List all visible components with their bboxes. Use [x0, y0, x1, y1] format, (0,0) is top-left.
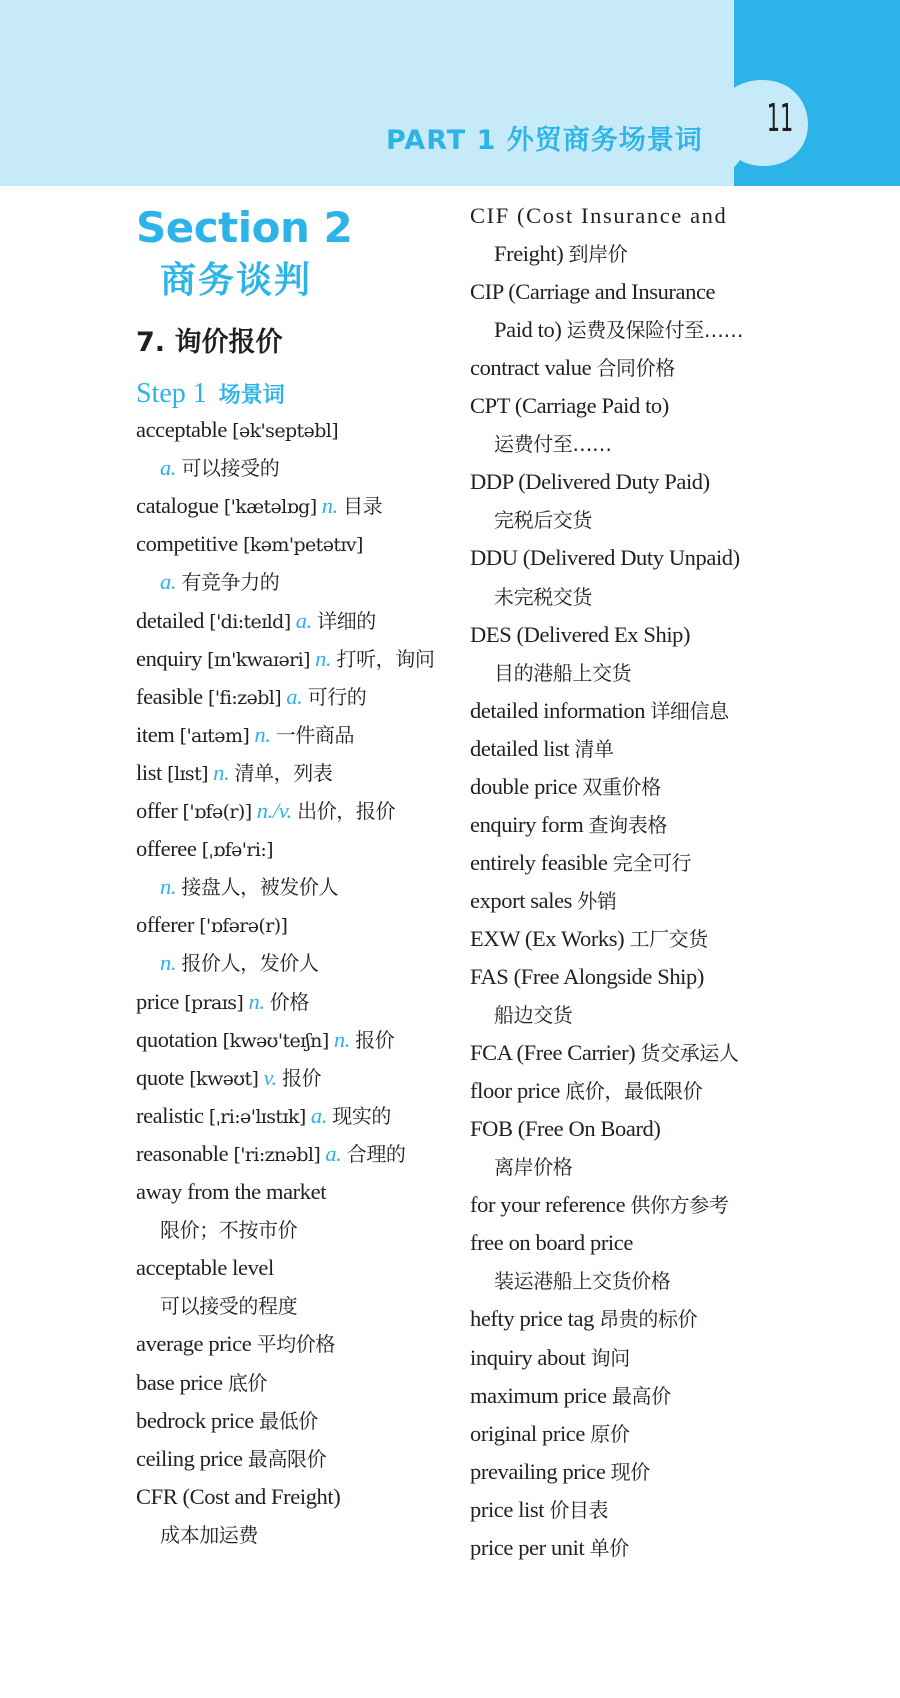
entry-zh: 原价	[590, 1421, 630, 1446]
entry-pos: n./v.	[256, 798, 292, 823]
entry-zh: 详细信息	[650, 698, 729, 723]
entry-en: for your reference	[470, 1192, 626, 1218]
entry-line	[470, 353, 675, 383]
entry-line	[470, 201, 727, 231]
entry-en: maximum price	[470, 1382, 607, 1408]
entry-en: enquiry	[136, 645, 202, 671]
entry-en: CPT (Carriage Paid to)	[470, 393, 669, 419]
entry-pos: a.	[295, 607, 312, 633]
entry-line	[136, 1025, 394, 1056]
entry-line	[136, 1520, 258, 1550]
entry-en: DDU (Delivered Duty Unpaid)	[470, 545, 740, 571]
entry-en: acceptable level	[136, 1255, 274, 1281]
entry-pos: n.	[321, 493, 338, 519]
entry-zh: 清单	[574, 736, 614, 761]
entry-en: reasonable	[136, 1140, 229, 1166]
entry-en: away from the market	[136, 1179, 327, 1204]
entry-ipa: [praɪs]	[184, 991, 244, 1014]
entry-line	[136, 415, 338, 446]
entry-zh: 装运港船上交货价格	[494, 1269, 671, 1294]
entry-en: double price	[470, 773, 578, 799]
entry-zh: 目录	[343, 494, 383, 519]
entry-zh: 合同价格	[596, 356, 675, 381]
entry-en: realistic	[136, 1102, 204, 1128]
entry-line	[470, 1381, 671, 1411]
entry-line	[470, 429, 612, 459]
entry-line	[136, 567, 279, 597]
entry-zh: 完全可行	[612, 850, 692, 875]
entry-line	[136, 453, 279, 483]
entry-zh: 船边交货	[494, 1003, 573, 1028]
entry-line	[136, 491, 382, 522]
step-zh: 场景词	[218, 383, 285, 408]
entry-line	[470, 924, 708, 954]
entry-line	[136, 1177, 326, 1207]
entry-en: price per unit	[470, 1534, 585, 1560]
section-title: Section 2	[136, 203, 353, 252]
entry-zh: 工厂交货	[629, 926, 708, 951]
step-heading	[136, 378, 285, 410]
entry-en: contract value	[470, 355, 592, 381]
entry-line	[470, 1495, 608, 1525]
entry-en: offerer	[136, 912, 194, 938]
entry-ipa: ['ri:znəbl]	[233, 1143, 321, 1166]
entry-zh: 供你方参考	[630, 1193, 729, 1218]
entry-line	[136, 1482, 340, 1512]
entry-zh: 一件商品	[275, 722, 355, 747]
entry-en: free on board price	[470, 1230, 633, 1256]
entry-en: price list	[470, 1496, 545, 1522]
entry-zh: 运费及保险付至……	[566, 318, 744, 343]
entry-en: FOB (Free On Board)	[470, 1116, 661, 1142]
entry-line	[136, 1329, 335, 1359]
entry-ipa: [kwəʊt]	[189, 1067, 259, 1090]
entry-en: original price	[470, 1420, 585, 1446]
entry-zh: 到岸价	[568, 242, 628, 267]
entry-line	[470, 391, 669, 421]
entry-ipa: ['di:teɪld]	[209, 610, 291, 633]
entry-line	[470, 277, 715, 307]
entry-line	[470, 848, 691, 878]
entry-en: CIF (Cost Insurance and	[470, 203, 728, 228]
topic-heading: 7. 询价报价	[136, 327, 283, 358]
entry-zh: 成本加运费	[160, 1522, 258, 1547]
entry-ipa: [ˌɒfə'ri:]	[201, 839, 273, 862]
entry-line	[470, 620, 690, 650]
entry-line	[470, 1343, 630, 1373]
entry-line	[136, 1101, 391, 1132]
entry-line	[136, 1215, 297, 1245]
entry-line	[470, 582, 592, 612]
entry-zh: 现价	[610, 1459, 650, 1484]
entry-en: detailed information	[470, 697, 646, 723]
entry-zh: 报价	[281, 1065, 322, 1090]
entry-zh: 限价；不按市价	[160, 1218, 298, 1243]
entry-ipa: [ˌri:ə'lɪstɪk]	[208, 1105, 306, 1128]
entry-en: feasible	[136, 683, 203, 709]
entry-zh: 查询表格	[588, 812, 667, 837]
entry-zh: 清单，列表	[234, 760, 333, 785]
entry-en: EXW (Ex Works)	[470, 925, 625, 951]
entry-pos: n.	[160, 950, 177, 976]
entry-en: acceptable	[136, 417, 227, 442]
entry-zh: 可行的	[307, 684, 367, 709]
entry-pos: a.	[160, 569, 177, 595]
entry-zh: 现实的	[332, 1103, 392, 1128]
entry-line	[470, 543, 740, 573]
entry-line	[470, 734, 614, 764]
entry-zh: 最高价	[611, 1383, 671, 1408]
entry-line	[136, 606, 376, 637]
entry-en: floor price	[470, 1078, 560, 1104]
entry-line	[470, 1190, 728, 1220]
entry-line	[136, 1444, 326, 1474]
entry-zh: 价目表	[549, 1497, 609, 1522]
entry-line	[470, 1457, 650, 1487]
entry-line	[136, 1139, 406, 1170]
entry-en: FCA (Free Carrier)	[470, 1040, 636, 1066]
entry-line	[470, 772, 661, 802]
entry-pos: a.	[160, 455, 177, 481]
entry-line	[136, 529, 363, 560]
entry-en: inquiry about	[470, 1344, 586, 1370]
entry-zh: 接盘人，被发价人	[181, 875, 339, 900]
entry-en: CIP (Carriage and Insurance	[470, 279, 716, 305]
entry-pos: a.	[310, 1102, 327, 1128]
entry-en: competitive	[136, 531, 238, 557]
entry-ipa: ['ɒfə(r)]	[182, 801, 252, 823]
entry-line	[136, 1406, 318, 1436]
entry-en: base price	[136, 1369, 223, 1395]
entry-line	[470, 1076, 702, 1106]
entry-pos: n.	[254, 721, 271, 747]
entry-zh: 可以接受的	[181, 456, 280, 481]
entry-line	[136, 834, 273, 865]
entry-line	[136, 948, 319, 978]
entry-line	[136, 1291, 297, 1321]
entry-en: detailed list	[470, 735, 570, 761]
entry-en: quote	[136, 1064, 184, 1090]
entry-en: export sales	[470, 887, 573, 913]
entry-line	[470, 1114, 661, 1144]
entry-ipa: [ɪn'kwaɪəri]	[207, 648, 310, 671]
entry-zh: 离岸价格	[494, 1155, 573, 1180]
entry-pos: n.	[213, 759, 230, 785]
entry-pos: n.	[248, 988, 265, 1014]
entry-ipa: ['kætəlɒg]	[223, 496, 317, 519]
entry-line	[470, 658, 631, 688]
entry-en: bedrock price	[136, 1407, 254, 1433]
entry-line	[136, 910, 287, 941]
entry-zh: 目的港船上交货	[494, 660, 632, 685]
entry-line	[470, 696, 729, 726]
entry-zh: 底价	[227, 1370, 268, 1395]
entry-ipa: [kəm'petətɪv]	[243, 534, 363, 557]
entry-line	[136, 1368, 267, 1398]
entry-zh: 双重价格	[582, 774, 661, 799]
entry-pos: a.	[325, 1140, 342, 1166]
entry-line	[470, 1000, 572, 1030]
entry-ipa: ['aɪtəm]	[179, 724, 250, 747]
entry-en: ceiling price	[136, 1445, 243, 1471]
entry-en: entirely feasible	[470, 849, 608, 875]
entry-ipa: ['ɒfərə(r)]	[199, 915, 288, 938]
entry-zh: 打听，询问	[336, 646, 435, 671]
entry-line	[470, 1304, 697, 1334]
entry-ipa: [lɪst]	[167, 762, 208, 785]
entry-line	[136, 720, 354, 751]
entry-en: offeree	[136, 836, 197, 862]
step-label: Step 1	[136, 378, 207, 409]
entry-ipa: [ək'septəbl]	[232, 420, 339, 442]
entry-en: DDP (Delivered Duty Paid)	[470, 469, 710, 495]
entry-pos: n.	[160, 874, 177, 900]
entry-zh: 最高限价	[247, 1446, 327, 1471]
entry-line	[470, 810, 667, 840]
entry-line	[136, 796, 395, 827]
entry-en: quotation	[136, 1026, 218, 1052]
entry-en: FAS (Free Alongside Ship)	[470, 964, 704, 989]
entry-zh: 合理的	[346, 1141, 406, 1166]
entry-en: catalogue	[136, 493, 219, 519]
entry-zh: 报价	[355, 1027, 395, 1052]
entry-zh: 底价，最低限价	[565, 1079, 703, 1104]
entry-en: CFR (Cost and Freight)	[136, 1483, 341, 1509]
entry-zh: 未完税交货	[494, 584, 592, 609]
entry-zh: 出价，报价	[297, 799, 396, 823]
entry-zh: 货交承运人	[640, 1041, 739, 1066]
entry-pos: n.	[333, 1026, 350, 1052]
entry-line	[470, 886, 616, 916]
entry-zh: 完税后交货	[494, 508, 592, 533]
entry-line	[470, 1038, 739, 1068]
entry-line	[470, 1228, 633, 1258]
entry-line	[136, 682, 366, 713]
entry-en: offer	[136, 798, 178, 823]
entry-en: hefty price tag	[470, 1306, 594, 1332]
entry-en: Freight)	[494, 241, 564, 267]
entry-zh: 价格	[269, 989, 309, 1014]
page-number: 11	[766, 96, 794, 140]
entry-zh: 有竞争力的	[181, 570, 280, 595]
entry-ipa: [kwəʊ'teɪʃn]	[222, 1029, 329, 1052]
section-subtitle: 商务谈判	[160, 260, 313, 301]
entry-en: item	[136, 721, 175, 747]
entry-line	[136, 644, 434, 675]
entry-en: enquiry form	[470, 811, 584, 837]
entry-zh: 详细的	[317, 608, 376, 633]
entry-ipa: ['fi:zəbl]	[208, 686, 282, 709]
entry-line	[470, 1152, 572, 1182]
entry-en: average price	[136, 1331, 252, 1357]
entry-en: prevailing price	[470, 1458, 606, 1484]
entry-line	[136, 872, 338, 902]
entry-zh: 最低价	[259, 1408, 318, 1433]
part-title: PART 1 外贸商务场景词	[386, 125, 703, 156]
entry-zh: 报价人，发价人	[181, 951, 319, 976]
entry-zh: 昂贵的标价	[599, 1307, 698, 1332]
entry-line	[470, 1533, 629, 1563]
entry-line	[470, 1419, 629, 1449]
entry-zh: 单价	[589, 1535, 629, 1560]
entry-pos: v.	[263, 1064, 277, 1090]
entry-zh: 可以接受的程度	[160, 1294, 298, 1319]
entry-en: price	[136, 988, 179, 1014]
entry-line	[136, 1253, 274, 1283]
entry-en: DES (Delivered Ex Ship)	[470, 621, 691, 647]
entry-line	[136, 987, 309, 1018]
entry-line	[136, 1063, 321, 1094]
entry-line	[470, 1266, 670, 1296]
entry-zh: 询问	[590, 1345, 630, 1370]
entry-line	[470, 239, 627, 269]
speech-bubble-icon	[704, 72, 814, 192]
entry-line	[136, 758, 332, 789]
entry-pos: a.	[286, 683, 303, 709]
entry-en: list	[136, 759, 162, 785]
entry-zh: 运费付至……	[494, 432, 612, 457]
entry-en: detailed	[136, 607, 205, 633]
entry-line	[470, 315, 743, 345]
entry-line	[470, 962, 704, 992]
entry-line	[470, 467, 710, 497]
entry-zh: 平均价格	[256, 1332, 335, 1357]
entry-zh: 外销	[577, 888, 617, 913]
entry-pos: n.	[315, 645, 332, 671]
entry-en: Paid to)	[494, 317, 562, 343]
entry-line	[470, 505, 592, 535]
